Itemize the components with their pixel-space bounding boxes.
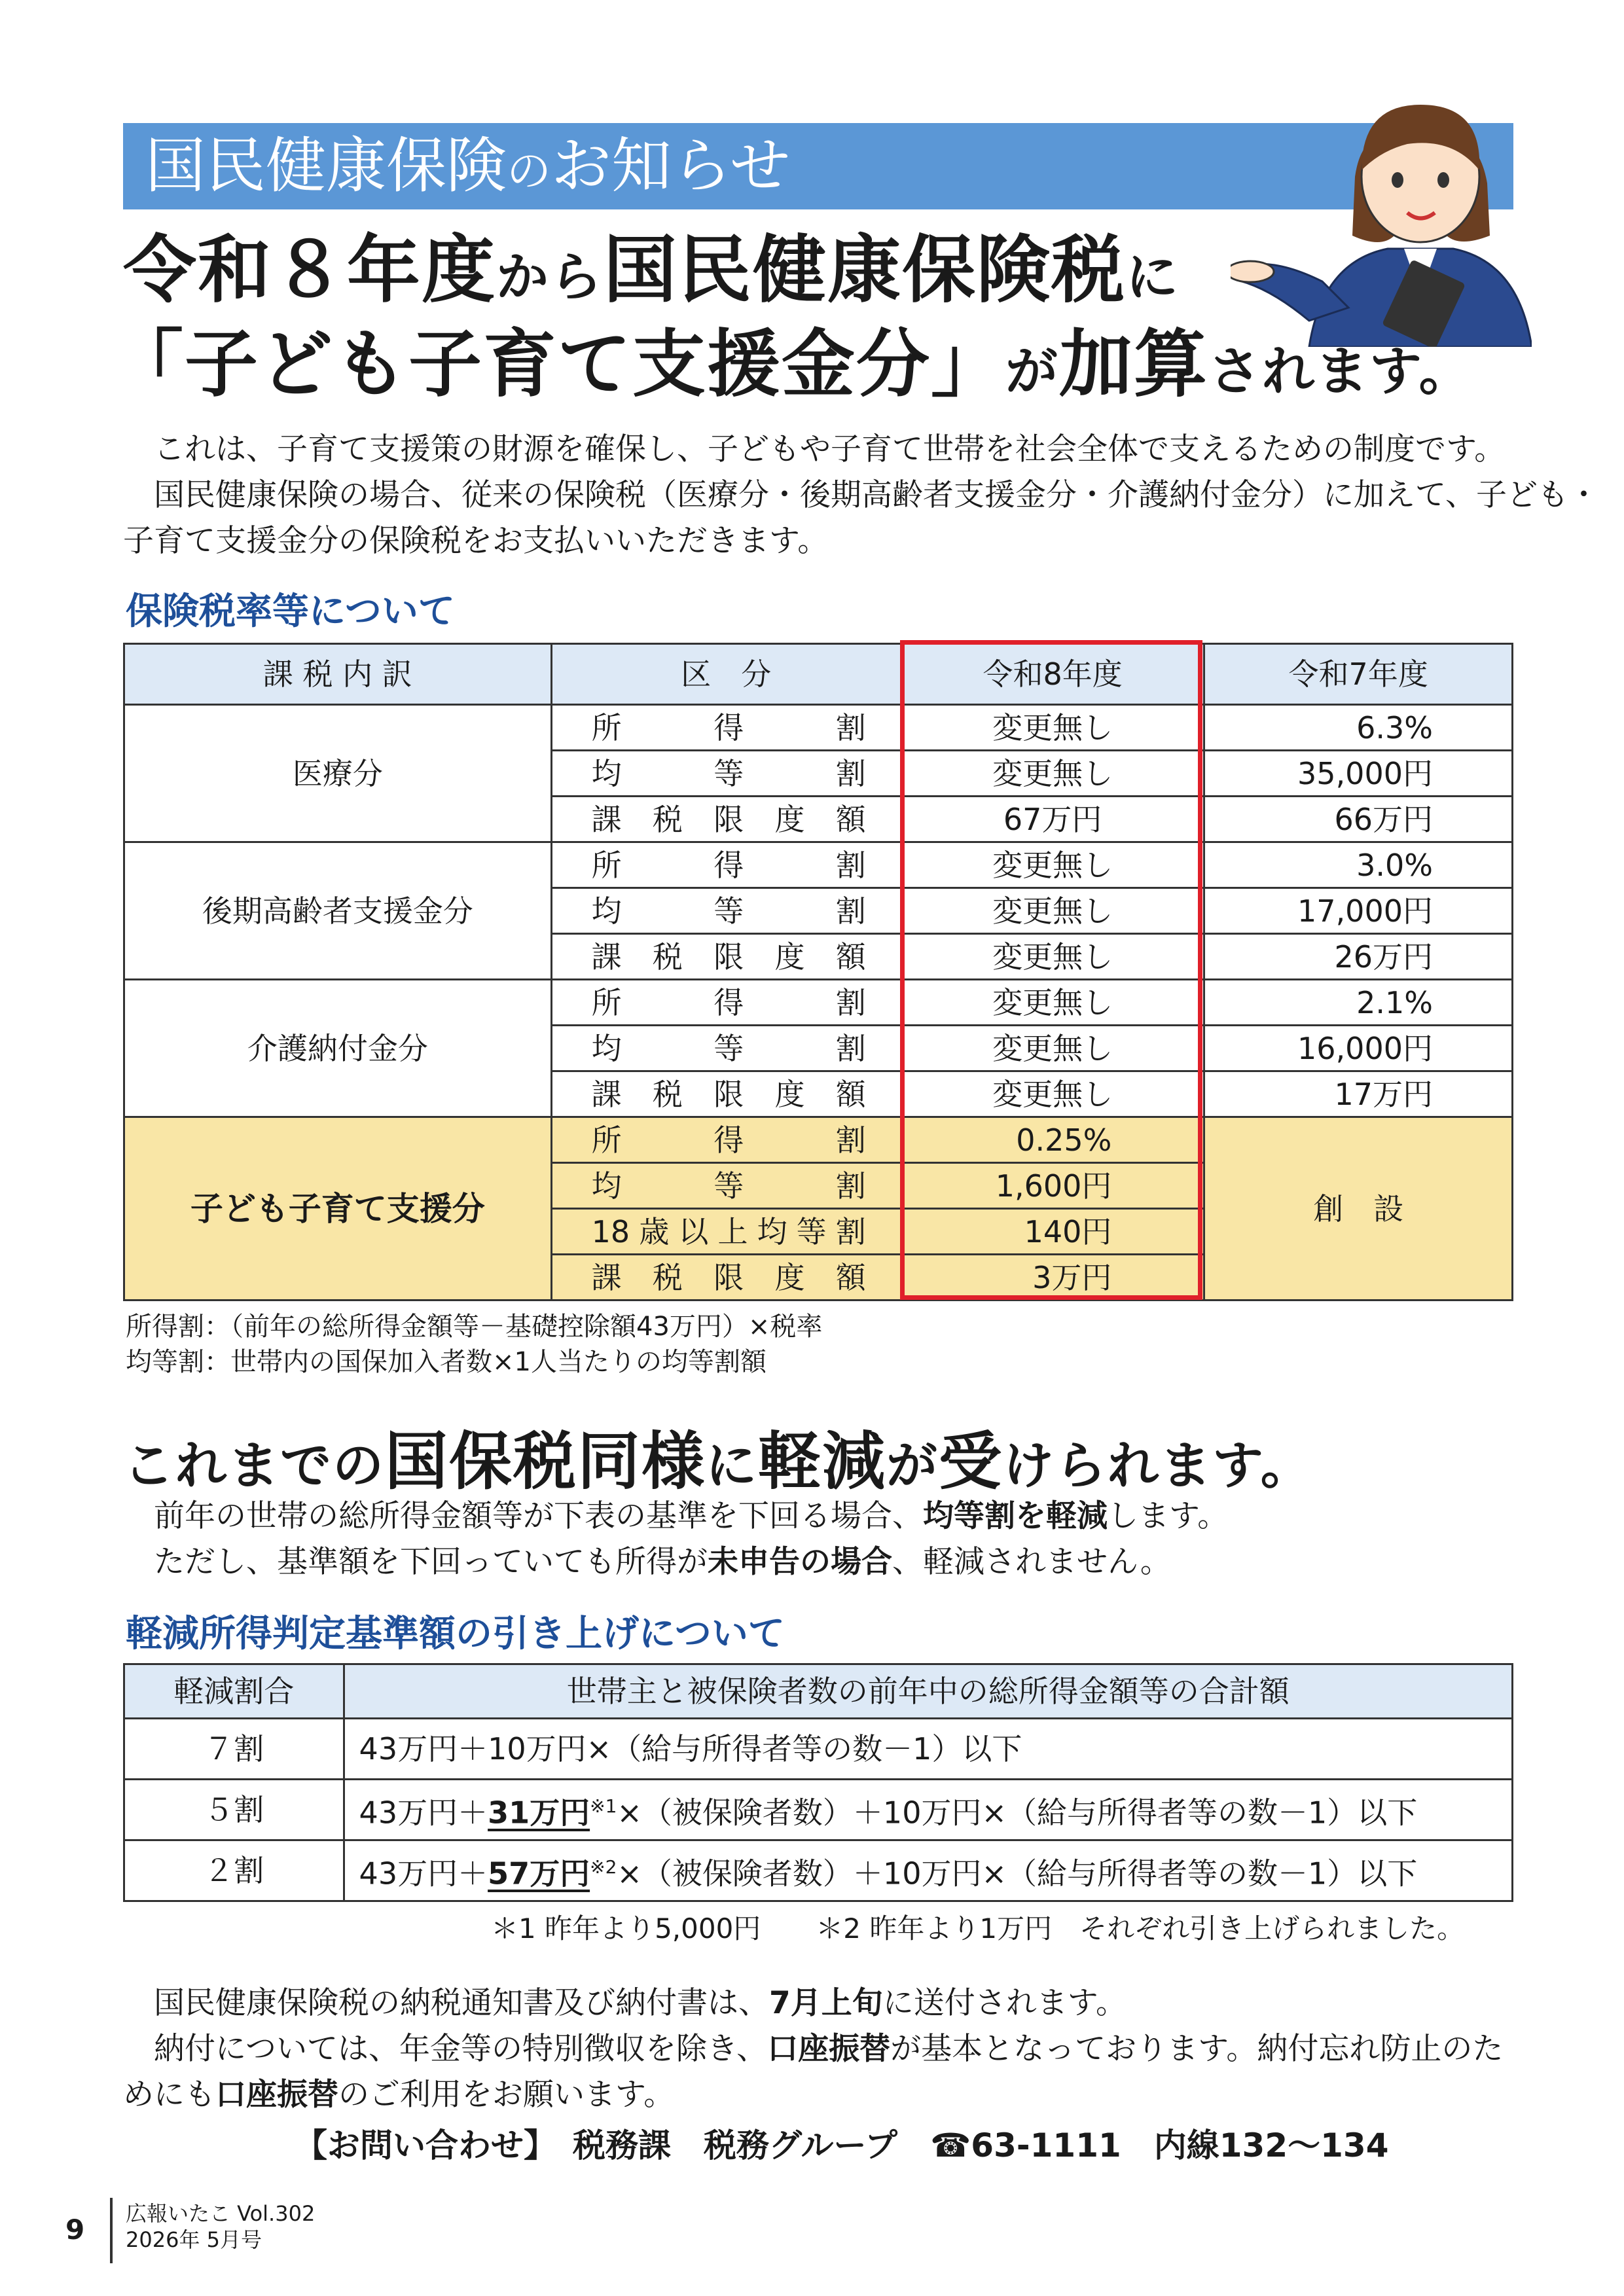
contact-info: 【お問い合わせ】 税務課 税務グループ ☎63-1111 内線132～134	[295, 2126, 1389, 2164]
r7-cell: 26万円	[1204, 934, 1513, 980]
kubun-cell: 所得割	[551, 842, 901, 888]
header-cell: 課 税 内 訳	[124, 644, 552, 705]
header-cell: 令和7年度	[1204, 644, 1513, 705]
intro-line: これは、子育て支援策の財源を確保し、子どもや子育て世帯を社会全体で支えるための制度です。	[123, 431, 1506, 467]
reduction-footnote: ＊1 昨年より5,000円 ＊2 昨年より1万円 それぞれ引き上げられました。	[491, 1912, 1465, 1945]
table-row	[124, 842, 1513, 888]
publication-name: 広報いたこ Vol.302	[126, 2201, 316, 2226]
footer-divider	[110, 2198, 113, 2263]
table-row	[124, 1840, 1513, 1901]
r8-cell: 0.25%	[901, 1117, 1204, 1163]
r8-cell: 67万円	[901, 797, 1204, 842]
kubun-cell: 均等割	[551, 751, 901, 797]
rates-table	[123, 643, 1513, 1301]
kubun-cell: 均等割	[551, 1163, 901, 1209]
r8-cell: 変更無し	[901, 705, 1204, 751]
kubun-cell: 所得割	[551, 705, 901, 751]
closing-paragraph	[123, 1981, 1530, 2118]
r8-cell: 1,600円	[901, 1163, 1204, 1209]
criteria-cell: 43万円＋10万円×（給与所得者等の数－1）以下	[344, 1719, 1512, 1780]
r7-cell: 6.3%	[1204, 705, 1513, 751]
table-row	[124, 980, 1513, 1026]
r8-cell: 3万円	[901, 1255, 1204, 1300]
headline-line1: 令和８年度から国民健康保険税に	[123, 228, 1180, 313]
note-line: 所得割：（前年の総所得金額等－基礎控除額43万円）×税率	[126, 1312, 823, 1342]
group-name-kodomo: 子ども子育て支援分	[124, 1117, 552, 1300]
kubun-cell: 課税限度額	[551, 1071, 901, 1117]
r8-cell: 変更無し	[901, 751, 1204, 797]
kubun-cell: 所得割	[551, 980, 901, 1026]
table-row	[124, 1719, 1513, 1780]
rates-notes	[126, 1309, 822, 1380]
kubun-cell: 所得割	[551, 1117, 901, 1163]
footer-publication	[126, 2200, 315, 2253]
r8-cell: 変更無し	[901, 934, 1204, 980]
reduction-heading: 軽減所得判定基準額の引き上げについて	[126, 1613, 785, 1655]
r7-cell: 66万円	[1204, 797, 1513, 842]
ratio-cell: ７割	[124, 1719, 344, 1780]
header-cell: 軽減割合	[124, 1664, 344, 1719]
intro-line: 子育て支援金分の保険税をお支払いいただきます。	[123, 523, 829, 559]
r8-cell: 変更無し	[901, 980, 1204, 1026]
criteria-cell: 43万円＋31万円$^{※1}$×（被保険者数）＋10万円×（給与所得者等の数－1）以下	[344, 1780, 1512, 1840]
page-number: 9	[65, 2214, 85, 2246]
table-row	[124, 1780, 1513, 1840]
closing-line1: 国民健康保険税の納税通知書及び納付書は、7月上旬に送付されます。	[123, 1985, 1127, 2021]
kubun-cell: 課税限度額	[551, 1255, 901, 1300]
banner-title: 国民健康保険のお知らせ	[145, 131, 791, 201]
table-row	[124, 1117, 1513, 1163]
intro-paragraph	[123, 427, 1600, 564]
table-header-row	[124, 1664, 1513, 1719]
group-name: 後期高齢者支援金分	[124, 842, 552, 980]
r7-cell: 16,000円	[1204, 1026, 1513, 1071]
kubun-cell: 課税限度額	[551, 934, 901, 980]
group-name: 医療分	[124, 705, 552, 842]
r7-cell: 17,000円	[1204, 888, 1513, 934]
header-cell: 令和8年度	[901, 644, 1204, 705]
closing-line2: 納付については、年金等の特別徴収を除き、口座振替が基本となっております。納付忘れ防止のた	[123, 2031, 1504, 2067]
header-cell: 世帯主と被保険者数の前年中の総所得金額等の合計額	[344, 1664, 1512, 1719]
r7-cell: 35,000円	[1204, 751, 1513, 797]
headline-reduction: これまでの国保税同様に軽減が受けられます。	[123, 1425, 1313, 1498]
criteria-cell: 43万円＋57万円$^{※2}$×（被保険者数）＋10万円×（給与所得者等の数－1）以下	[344, 1840, 1512, 1901]
kubun-cell: 課税限度額	[551, 797, 901, 842]
reduction-table	[123, 1663, 1513, 1902]
table-header-row	[124, 644, 1513, 705]
reduction-intro-line2: ただし、基準額を下回っていても所得が未申告の場合、軽減されません。	[123, 1544, 1171, 1580]
note-line: 均等割：世帯内の国保加入者数×1人当たりの均等割額	[126, 1347, 767, 1377]
r8-cell: 変更無し	[901, 1026, 1204, 1071]
sousetsu-cell: 創 設	[1204, 1117, 1513, 1300]
r8-cell: 140円	[901, 1209, 1204, 1255]
ratio-cell: ２割	[124, 1840, 344, 1901]
r7-cell: 2.1%	[1204, 980, 1513, 1026]
table-row	[124, 705, 1513, 751]
kubun-cell: 均等割	[551, 888, 901, 934]
kubun-cell: 18歳以上均等割	[551, 1209, 901, 1255]
r7-cell: 3.0%	[1204, 842, 1513, 888]
header-cell: 区 分	[551, 644, 901, 705]
intro-line: 国民健康保険の場合、従来の保険税（医療分・後期高齢者支援金分・介護納付金分）に加えて、子ども・	[123, 477, 1600, 513]
headline-line2: 「子ども子育て支援金分」が加算されます。	[110, 322, 1473, 407]
r8-cell: 変更無し	[901, 842, 1204, 888]
rates-heading: 保険税率等について	[126, 590, 455, 633]
closing-line3: めにも口座振替のご利用をお願います。	[123, 2077, 675, 2113]
reduction-intro-line1: 前年の世帯の総所得金額等が下表の基準を下回る場合、均等割を軽減します。	[123, 1498, 1229, 1534]
publication-date: 2026年 5月号	[126, 2227, 262, 2252]
ratio-cell: ５割	[124, 1780, 344, 1840]
highlight-frame	[900, 640, 1202, 1300]
r8-cell: 変更無し	[901, 888, 1204, 934]
reduction-intro	[123, 1494, 1530, 1585]
r7-cell: 17万円	[1204, 1071, 1513, 1117]
kubun-cell: 均等割	[551, 1026, 901, 1071]
woman-presenter-illustration	[1231, 72, 1532, 347]
r8-cell: 変更無し	[901, 1071, 1204, 1117]
group-name: 介護納付金分	[124, 980, 552, 1117]
